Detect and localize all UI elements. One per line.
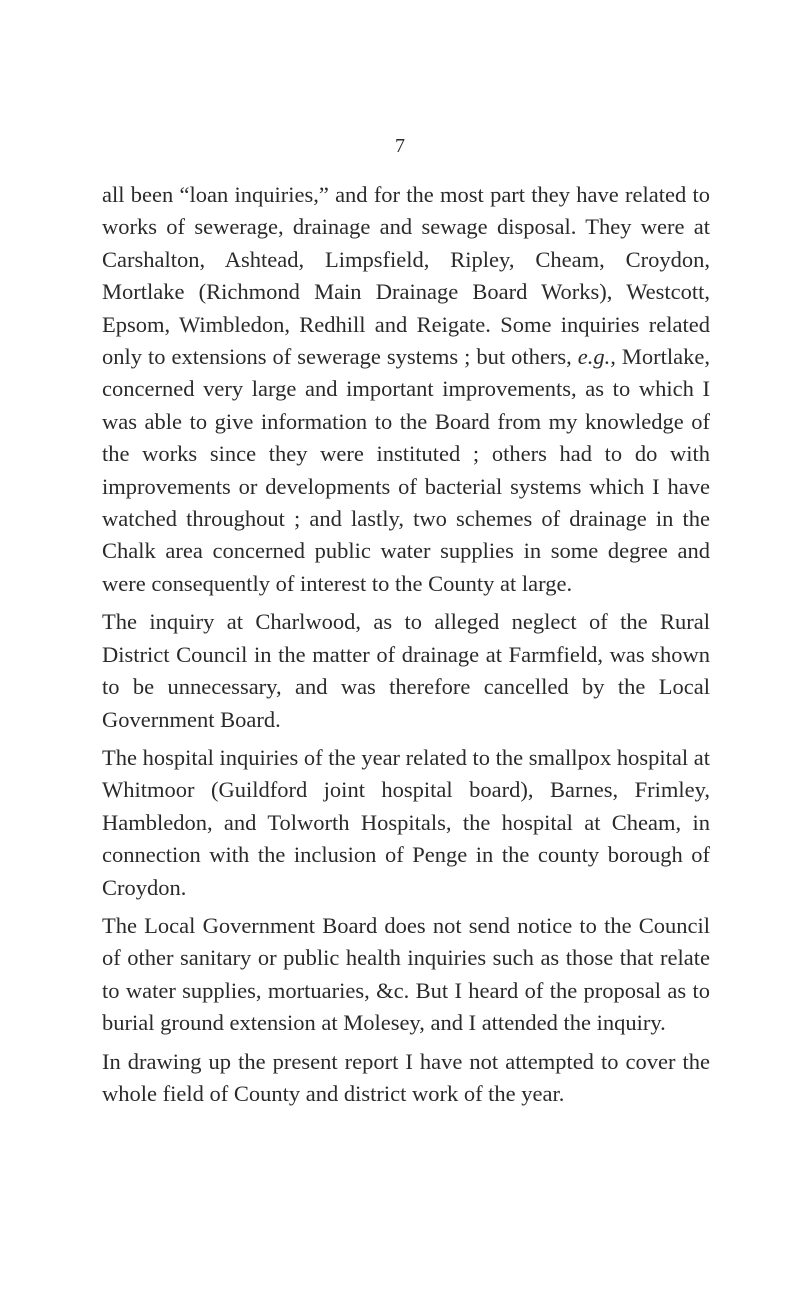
paragraph-emphasis: e.g., (577, 344, 616, 370)
paragraph-lgb-notice: The Local Government Board does not send notice to the Council of other sanitary or public health inquiries such as those that relate to water supplies, mortuaries, &c. But I heard of the proposal as to burial ground extension at Molesey, and I attended the inquiry. (102, 912, 710, 1036)
paragraph-hospital-inquiries: The hospital inquiries of the year related to the smallpox hospital at Whitmoor (Guildford joint hospital board), Barnes, Frimley, Hambledon, and Tolworth Hospitals, the hospital at Cheam, in connection with the inclusion of Penge in the county borough of Croydon. (102, 744, 710, 900)
paragraph-text-continued: Mortlake, concerned very large and important improvements, as to which I was able to give information to the Board from my knowledge of the works since they were instituted ; others had to do with improvements or developments of bacterial systems which I have watched throughout ; and lastly, two schemes of drainage in the Chalk area concerned public water supplies in some degree and were consequently of interest to the County at large. (102, 344, 710, 596)
paragraph-charlwood-inquiry: The inquiry at Charlwood, as to alleged neglect of the Rural District Council in the matter of drainage at Farmfield, was shown to be unnecessary, and was therefore cancelled by the Local Government Board. (102, 609, 710, 732)
paragraph-loan-inquiries (102, 179, 710, 600)
paragraph-report-scope: In drawing up the present report I have not attempted to cover the whole field of County and district work of the year. (102, 1048, 710, 1106)
body-text (102, 179, 710, 1116)
page-number: 7 (395, 135, 405, 157)
paragraph-text: all been “loan inquiries,” and for the most part they have related to works of sewerage, drainage and sewage disposal. They were at Carshalton, Ashtead, Limpsfield, Ripley, Cheam, Croydon, Mortlake (Richmond Main Drainage Board Works), Westcott, Epsom, Wimbledon, Redhill and Reigate. Some inquiries related only to extensions of sewerage systems ; but others, (102, 182, 710, 370)
